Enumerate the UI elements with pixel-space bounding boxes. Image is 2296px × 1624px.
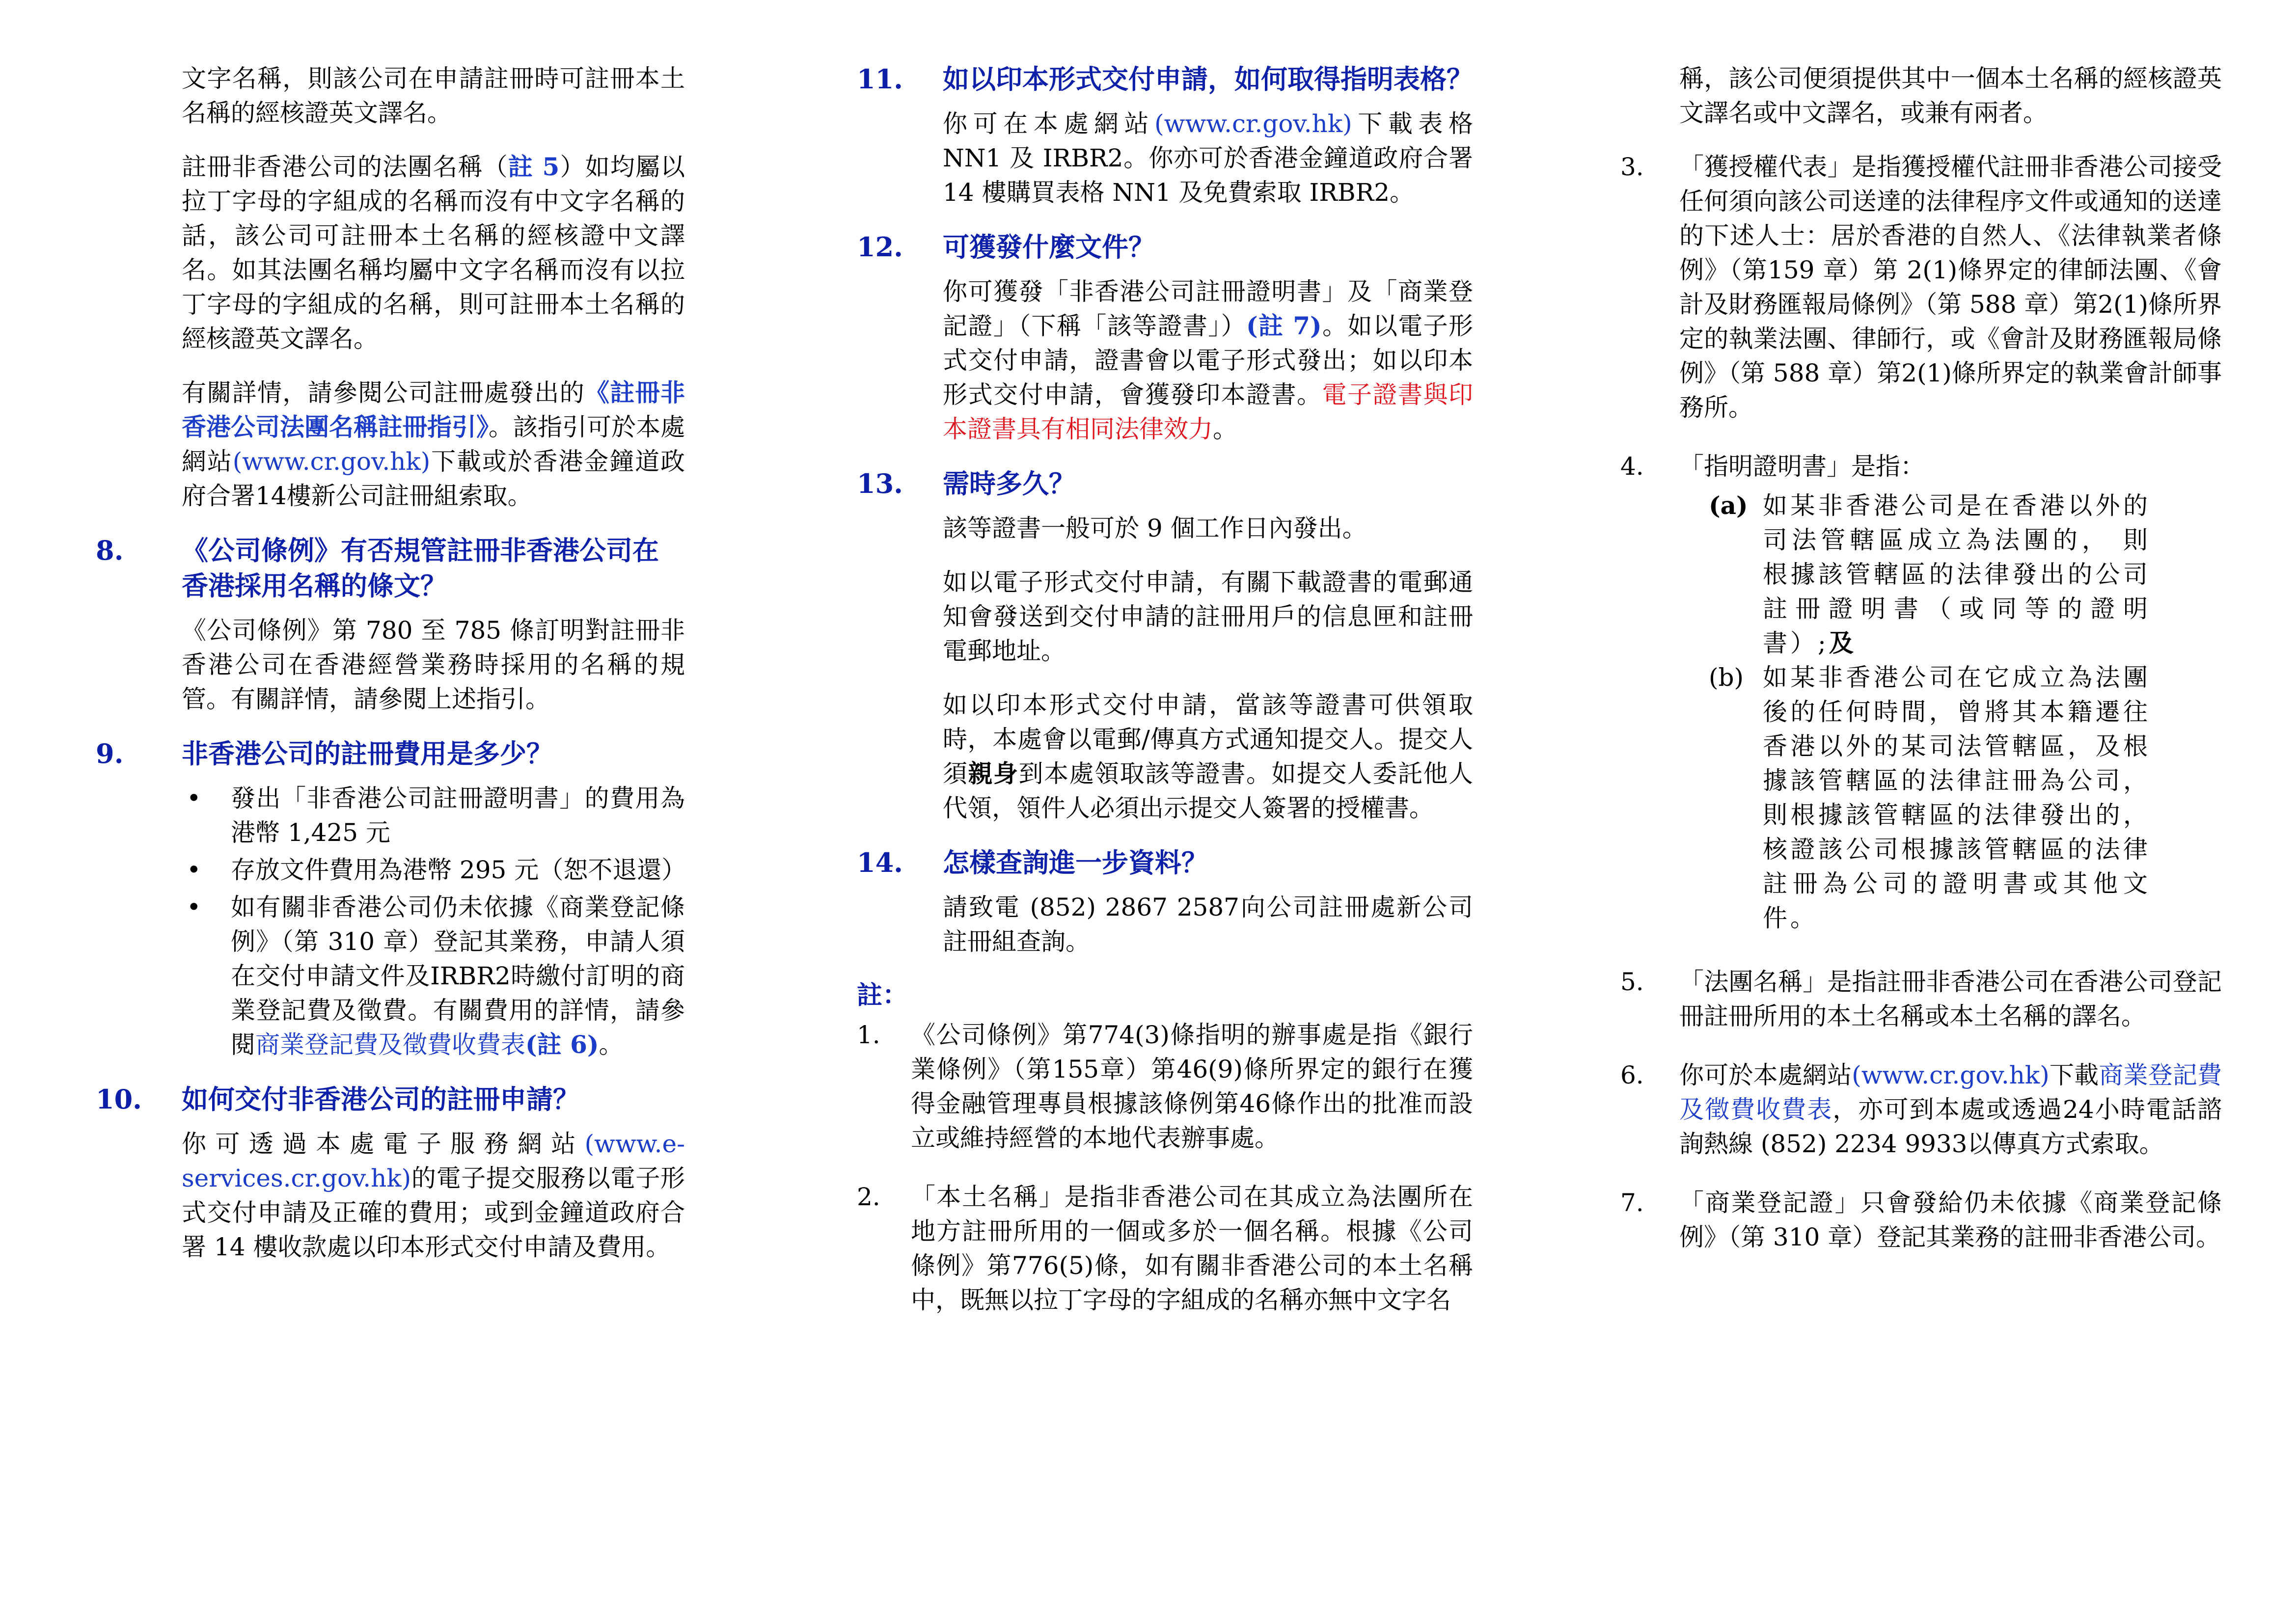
text: 到本處領取該等證書。如提交人委託他人代領，領件人必須出示提交人簽署的授權書。 (943, 759, 1473, 822)
section-title: 怎樣查詢進一步資料？ (943, 847, 1208, 878)
section-13-heading (857, 466, 1473, 501)
text: 如某非香港公司是在香港以外的司法管轄區成立為法團的， 則根據該管轄區的法律發出的公司註冊證明書（或同等的證明書）; (1763, 491, 2151, 657)
section-number: 8. (96, 535, 124, 566)
section-14-heading (857, 845, 1473, 880)
note-1 (857, 1018, 1473, 1155)
section-12-body (943, 274, 1473, 446)
note-ref-7[interactable]: (註 7) (1246, 311, 1322, 340)
emphasis-in-person: 親身 (968, 759, 1019, 788)
note-2-continuation: 稱，該公司便須提供其中一個本土名稱的經核證英文譯名或中文譯名，或兼有兩者。 (1679, 64, 2222, 127)
note-ref-6[interactable]: (註 6) (525, 1030, 599, 1059)
text: 註冊非香港公司的法團名稱（ (182, 153, 508, 181)
text: 你可於本處網站 (1679, 1061, 1852, 1089)
legal-effect-notice: 電子證書與印本證書具有相同法律效力 (943, 380, 1473, 443)
note-4-item-b (1709, 660, 2151, 935)
fee-schedule-link[interactable]: 商業登記費及徵費收費表 (255, 1030, 525, 1059)
text: ）如均屬以拉丁字母的字組成的名稱而沒有中文字名稱的話，該公司可註冊本土名稱的經核證中文譯名。如其法團名稱均屬中文字名稱而沒有以拉丁字母的字組成的名稱，則可註冊本土名稱的經核證英文譯名。 (182, 153, 685, 353)
website-link[interactable]: (www.cr.gov.hk) (1852, 1061, 2050, 1089)
section-title: 如何交付非香港公司的註冊申請？ (182, 1083, 579, 1115)
item-label: (b) (1709, 663, 1744, 692)
website-link[interactable]: (www.cr.gov.hk) (1154, 109, 1352, 138)
section-12-heading (857, 229, 1473, 265)
fee-schedule-link[interactable]: 商業登記費及徵費收費表 (1679, 1061, 2222, 1124)
list-item (182, 890, 685, 1062)
section-number: 14. (857, 847, 903, 878)
section-8-body: 《公司條例》第 780 至 785 條訂明對註冊非香港公司在香港經營業務時採用的名稱的規管。有關詳情，請參閱上述指引。 (182, 616, 685, 713)
section-title: 可獲發什麼文件？ (943, 231, 1155, 263)
text: 下載或於香港金鐘道政府合署14樓新公司註冊組索取。 (182, 447, 685, 510)
section-title: 如以印本形式交付申請，如何取得指明表格？ (943, 63, 1473, 95)
text: 。 (1213, 415, 1237, 443)
note-text: 「法團名稱」是指註冊非香港公司在香港公司登記冊註冊所用的本土名稱或本土名稱的譯名。 (1679, 968, 2222, 1030)
text: 。 (599, 1030, 624, 1059)
section-13-para-3 (943, 688, 1473, 825)
column-middle (857, 61, 1473, 1342)
section-10-heading (96, 1082, 685, 1117)
text: 如有關非香港公司仍未依據《商業登記條例》（第 310 章）登記其業務，申請人須在交付申請文件及IRBR2時繳付訂明的商業登記費及徵費。有關費用的詳情，請參閱 (231, 893, 685, 1059)
paragraph-continuation: 文字名稱，則該公司在申請註冊時可註冊本土名稱的經核證英文譯名。 (182, 64, 685, 127)
note-text (1679, 1058, 2222, 1161)
section-14-body: 請致電 (852) 2867 2587向公司註冊處新公司註冊組查詢。 (943, 893, 1473, 956)
note-text: 《公司條例》第774(3)條指明的辦事處是指《銀行業條例》（第155章）第46(9)條所界定的銀行在獲得金融管理專員根據該條例第46條作出的批准而設立或維持經營的本地代表辦事處。 (911, 1021, 1473, 1152)
note-3 (1620, 150, 2222, 425)
text: 下載 (2049, 1061, 2099, 1089)
item-text: 如某非香港公司在它成立為法團後的任何時間，曾將其本籍遷往香港以外的某司法管轄區，及根據該管轄區的法律註冊為公司，則根據該管轄區的法律發出的，核證該公司根據該管轄區的法律註冊為公司的證明書或其他文件。 (1763, 663, 2151, 932)
text: 。該指引可於本處網站 (182, 413, 685, 476)
section-8-heading (96, 533, 685, 603)
section-11-body (943, 107, 1473, 210)
section-number: 11. (857, 63, 903, 95)
section-title: 非香港公司的註冊費用是多少？ (182, 738, 553, 769)
text: 你可在本處網站 (943, 109, 1155, 138)
section-number: 10. (96, 1083, 142, 1115)
list-item: • 存放文件費用為港幣 295 元（恕不退還） (182, 853, 685, 887)
conjunction-and: 及 (1829, 628, 1857, 657)
section-number: 12. (857, 231, 903, 263)
note-4-item-a (1709, 488, 2151, 660)
note-2 (857, 1180, 1473, 1317)
guideline-link[interactable]: 《註冊非香港公司法團名稱註冊指引》 (182, 378, 685, 441)
note-text: 「指明證明書」是指： (1679, 452, 1925, 481)
note-7 (1620, 1186, 2222, 1254)
item-text (1763, 488, 2151, 660)
section-9-heading (96, 736, 685, 771)
section-13-para-2: 如以電子形式交付申請，有關下載證書的電郵通知會發送到交付申請的註冊用戶的信息匣和註冊電郵地址。 (943, 568, 1473, 665)
note-number: 5. (1620, 968, 1644, 996)
note-ref-5[interactable]: 註 5 (508, 152, 560, 181)
section-title: 《公司條例》有否規管註冊非香港公司在香港採用名稱的條文？ (182, 535, 659, 601)
text: 下載表格 NN1 及 IRBR2。你亦可於香港金鐘道政府合署 14 樓購買表格 NN1 及免費索取 IRBR2。 (943, 109, 1474, 207)
note-number: 6. (1620, 1061, 1644, 1089)
e-services-link[interactable]: (www.e-services.cr.gov.hk) (182, 1130, 685, 1192)
website-link[interactable]: (www.cr.gov.hk) (232, 447, 431, 476)
column-left (96, 61, 685, 1284)
section-11-heading (857, 61, 1473, 97)
note-text: 「獲授權代表」是指獲授權代註冊非香港公司接受任何須向該公司送達的法律程序文件或通知的送達的下述人士：居於香港的自然人、《法律執業者條例》（第159 章）第 2(1)條界定的律師法團、《會計及財務匯報局條例》（第 588 章）第2(1)條所界定的執業法團、律師行，或《會計及財務匯報局條例》（第 588 章）第2(1)條所界定的執業會計師事務所。 (1679, 153, 2222, 422)
note-number: 7. (1620, 1189, 1644, 1217)
note-text: 「商業登記證」只會發給仍未依據《商業登記條例》（第 310 章）登記其業務的註冊非香港公司。 (1679, 1189, 2222, 1251)
text: 你可透過本處電子服務網站 (182, 1130, 585, 1158)
section-title: 需時多久？ (943, 468, 1075, 499)
text: 。如以電子形式交付申請，證書會以電子形式發出；如以印本形式交付申請，會獲發印本證書。 (943, 312, 1474, 409)
note-number: 4. (1620, 452, 1644, 481)
text: ，亦可到本處或透過24小時電話諮詢熱線 (852) 2234 9933以傳真方式索取。 (1679, 1095, 2222, 1158)
notes-heading: 註： (857, 980, 908, 1010)
text: 你可獲發「非香港公司註冊證明書」及「商業登記證」（下稱「該等證書」） (943, 277, 1473, 340)
section-10-body (182, 1127, 685, 1264)
column-right (1620, 61, 2222, 1279)
note-4 (1620, 449, 2222, 484)
text: 有關詳情，請參閱公司註冊處發出的 (182, 379, 585, 407)
section-number: 13. (857, 468, 903, 499)
fee-list (182, 781, 685, 1062)
item-label: (a) (1709, 491, 1748, 520)
text: 的電子提交服務以電子形式交付申請及正確的費用；或到金鐘道政府合署 14 樓收款處以印本形式交付申請及費用。 (182, 1164, 685, 1261)
note-text: 「本土名稱」是指非香港公司在其成立為法團所在地方註冊所用的一個或多於一個名稱。根據《公司條例》第776(5)條，如有關非香港公司的本土名稱中，既無以拉丁字母的字組成的名稱亦無中文字名 (911, 1183, 1473, 1314)
text: 如以印本形式交付申請，當該等證書可供領取時，本處會以電郵/傳真方式通知提交人。提交人須 (943, 691, 1473, 788)
note-5 (1620, 965, 2222, 1033)
paragraph-corporate-name (182, 150, 685, 356)
note-number: 2. (857, 1183, 880, 1211)
paragraph-details (182, 376, 685, 513)
list-item: • 發出「非香港公司註冊證明書」的費用為港幣 1,425 元 (182, 781, 685, 850)
note-6 (1620, 1058, 2222, 1161)
note-number: 1. (857, 1021, 880, 1049)
note-number: 3. (1620, 153, 1644, 181)
section-13-para-1: 該等證書一般可於 9 個工作日內發出。 (943, 514, 1367, 542)
section-number: 9. (96, 738, 124, 769)
